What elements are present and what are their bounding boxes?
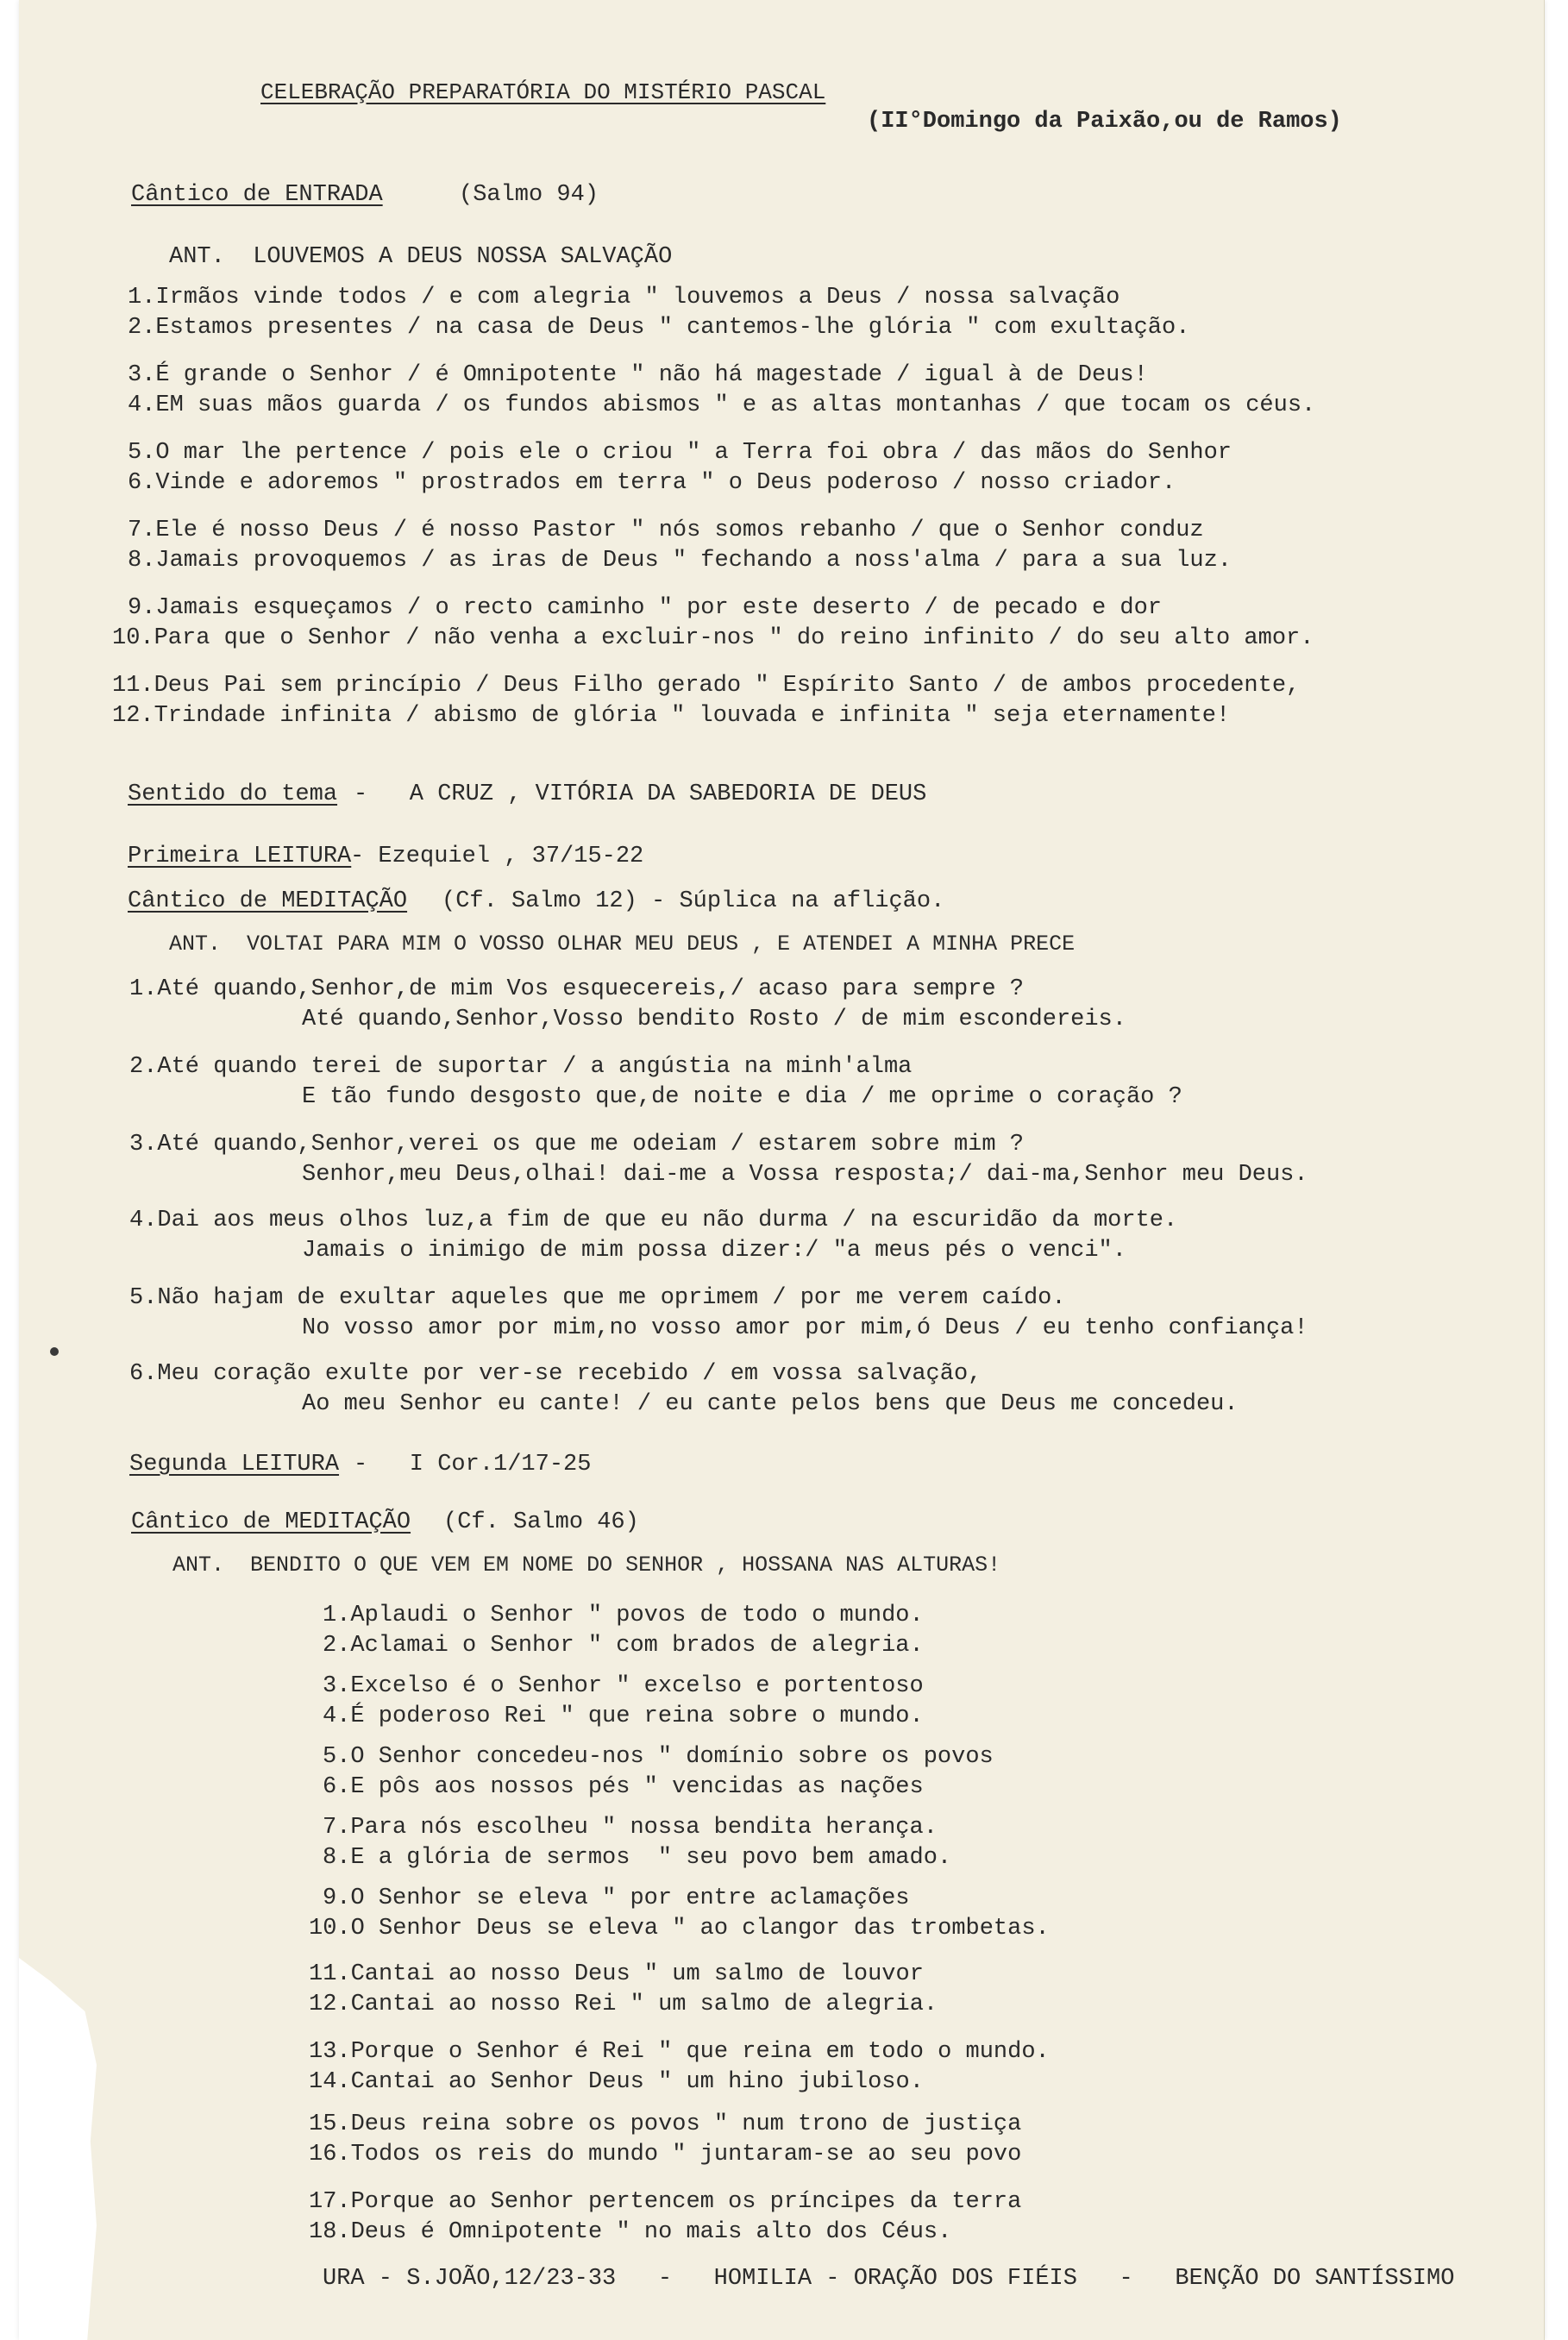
meditacao2-verse: 10.O Senhor Deus se eleva " ao clangor das trombetas.	[309, 1916, 1050, 1942]
entrada-verse: 6.Vinde e adoremos " prostrados em terra " o Deus poderoso / nosso criador.	[128, 470, 1176, 496]
meditacao2-verse: 3.Excelso é o Senhor " excelso e portentoso	[323, 1673, 924, 1699]
meditacao2-ref: (Cf. Salmo 46)	[443, 1509, 639, 1535]
entrada-ref: (Salmo 94)	[459, 182, 599, 208]
entrada-verse: 9.Jamais esqueçamos / o recto caminho " por este deserto / de pecado e dor	[128, 595, 1162, 621]
tema-text: - A CRUZ , VITÓRIA DA SABEDORIA DE DEUS	[354, 781, 927, 807]
entrada-verse: 12.Trindade infinita / abismo de glória " louvada e infinita " seja eternamente!	[112, 703, 1231, 729]
entrada-verse: 10.Para que o Senhor / não venha a excluir-nos " do reino infinito / do seu alto amor.	[112, 625, 1314, 651]
meditacao2-verse: 16.Todos os reis do mundo " juntaram-se ao seu povo	[309, 2142, 1022, 2167]
meditacao1-ant: ANT. VOLTAI PARA MIM O VOSSO OLHAR MEU DEUS , E ATENDEI A MINHA PRECE	[169, 932, 1076, 957]
meditacao1-verse: 5.Não hajam de exultar aqueles que me oprimem / por me verem caído.	[129, 1285, 1066, 1311]
meditacao2-verse: 8.E a glória de sermos " seu povo bem amado.	[323, 1845, 952, 1871]
meditacao2-title: Cântico de MEDITAÇÃO	[131, 1509, 411, 1535]
footer-line: URA - S.JOÃO,12/23-33 - HOMILIA - ORAÇÃO DOS FIÉIS - BENÇÃO DO SANTÍSSIMO	[323, 2266, 1455, 2292]
meditacao1-verse-cont: Senhor,meu Deus,olhai! dai-me a Vossa resposta;/ dai-ma,Senhor meu Deus.	[302, 1162, 1308, 1188]
entrada-verse: 8.Jamais provoquemos / as iras de Deus " fechando a noss'alma / para a sua luz.	[128, 548, 1232, 574]
meditacao1-verse: 4.Dai aos meus olhos luz,a fim de que eu não durma / na escuridão da morte.	[129, 1208, 1178, 1233]
entrada-verse: 3.É grande o Senhor / é Omnipotente " não há magestade / igual à de Deus!	[128, 362, 1148, 388]
meditacao1-verse-cont: Jamais o inimigo de mim possa dizer:/ "a meus pés o venci".	[302, 1238, 1126, 1264]
entrada-ant: ANT. LOUVEMOS A DEUS NOSSA SALVAÇÃO	[169, 244, 673, 270]
entrada-verse: 11.Deus Pai sem princípio / Deus Filho gerado " Espírito Santo / de ambos procedente,	[112, 673, 1301, 699]
meditacao1-verse: 1.Até quando,Senhor,de mim Vos esquecereis,/ acaso para sempre ?	[129, 976, 1024, 1002]
meditacao1-verse-cont: Até quando,Senhor,Vosso bendito Rosto / de mim escondereis.	[302, 1007, 1126, 1032]
meditacao2-verse: 12.Cantai ao nosso Rei " um salmo de alegria.	[309, 1992, 938, 2017]
entrada-verse: 2.Estamos presentes / na casa de Deus " cantemos-lhe glória " com exultação.	[128, 315, 1190, 341]
primeira-leitura-label: Primeira LEITURA	[128, 844, 352, 869]
meditacao1-title: Cântico de MEDITAÇÃO	[128, 888, 408, 914]
meditacao2-ant: ANT. BENDITO O QUE VEM EM NOME DO SENHOR , HOSSANA NAS ALTURAS!	[172, 1553, 1001, 1578]
meditacao1-verse: 3.Até quando,Senhor,verei os que me odeiam / estarem sobre mim ?	[129, 1132, 1024, 1157]
meditacao2-verse: 7.Para nós escolheu " nossa bendita herança.	[323, 1815, 938, 1841]
meditacao2-verse: 13.Porque o Senhor é Rei " que reina em todo o mundo.	[309, 2039, 1050, 2065]
page-subtitle: (II°Domingo da Paixão,ou de Ramos)	[867, 109, 1342, 135]
meditacao2-verse: 6.E pôs aos nossos pés " vencidas as nações	[323, 1774, 924, 1800]
meditacao1-verse: 6.Meu coração exulte por ver-se recebido / em vossa salvação,	[129, 1361, 982, 1387]
meditacao1-verse: 2.Até quando terei de suportar / a angústia na minh'alma	[129, 1054, 913, 1080]
entrada-verse: 7.Ele é nosso Deus / é nosso Pastor " nós somos rebanho / que o Senhor conduz	[128, 518, 1204, 543]
meditacao2-verse: 5.O Senhor concedeu-nos " domínio sobre os povos	[323, 1744, 994, 1770]
primeira-leitura-text: - Ezequiel , 37/15-22	[350, 844, 644, 869]
entrada-title: Cântico de ENTRADA	[131, 182, 383, 208]
meditacao2-verse: 1.Aplaudi o Senhor " povos de todo o mundo.	[323, 1603, 924, 1628]
meditacao1-verse-cont: E tão fundo desgosto que,de noite e dia / me oprime o coração ?	[302, 1084, 1182, 1110]
meditacao2-verse: 9.O Senhor se eleva " por entre aclamações	[323, 1885, 910, 1911]
meditacao2-verse: 17.Porque ao Senhor pertencem os príncipes da terra	[309, 2189, 1022, 2215]
meditacao2-verse: 18.Deus é Omnipotente " no mais alto dos Céus.	[309, 2219, 952, 2245]
segunda-leitura-text: - I Cor.1/17-25	[354, 1452, 592, 1477]
meditacao2-verse: 4.É poderoso Rei " que reina sobre o mundo.	[323, 1703, 924, 1729]
meditacao2-verse: 14.Cantai ao Senhor Deus " um hino jubiloso.	[309, 2069, 924, 2095]
entrada-verse: 4.EM suas mãos guarda / os fundos abismos " e as altas montanhas / que tocam os céus.	[128, 392, 1316, 418]
meditacao2-verse: 15.Deus reina sobre os povos " num trono de justiça	[309, 2111, 1022, 2137]
segunda-leitura-label: Segunda LEITURA	[129, 1452, 340, 1477]
ink-dot	[50, 1347, 59, 1356]
entrada-verse: 1.Irmãos vinde todos / e com alegria " louvemos a Deus / nossa salvação	[128, 285, 1120, 311]
torn-corner	[19, 1958, 97, 2340]
entrada-verse: 5.O mar lhe pertence / pois ele o criou " a Terra foi obra / das mãos do Senhor	[128, 440, 1232, 466]
meditacao2-verse: 11.Cantai ao nosso Deus " um salmo de louvor	[309, 1961, 924, 1987]
meditacao1-verse-cont: Ao meu Senhor eu cante! / eu cante pelos bens que Deus me concedeu.	[302, 1391, 1239, 1417]
tema-label: Sentido do tema	[128, 781, 338, 807]
meditacao1-verse-cont: No vosso amor por mim,no vosso amor por mim,ó Deus / eu tenho confiança!	[302, 1315, 1308, 1341]
meditacao2-verse: 2.Aclamai o Senhor " com brados de alegria.	[323, 1633, 924, 1659]
meditacao1-ref: (Cf. Salmo 12) - Súplica na aflição.	[442, 888, 945, 914]
page-title: CELEBRAÇÃO PREPARATÓRIA DO MISTÉRIO PASCAL	[260, 79, 826, 105]
